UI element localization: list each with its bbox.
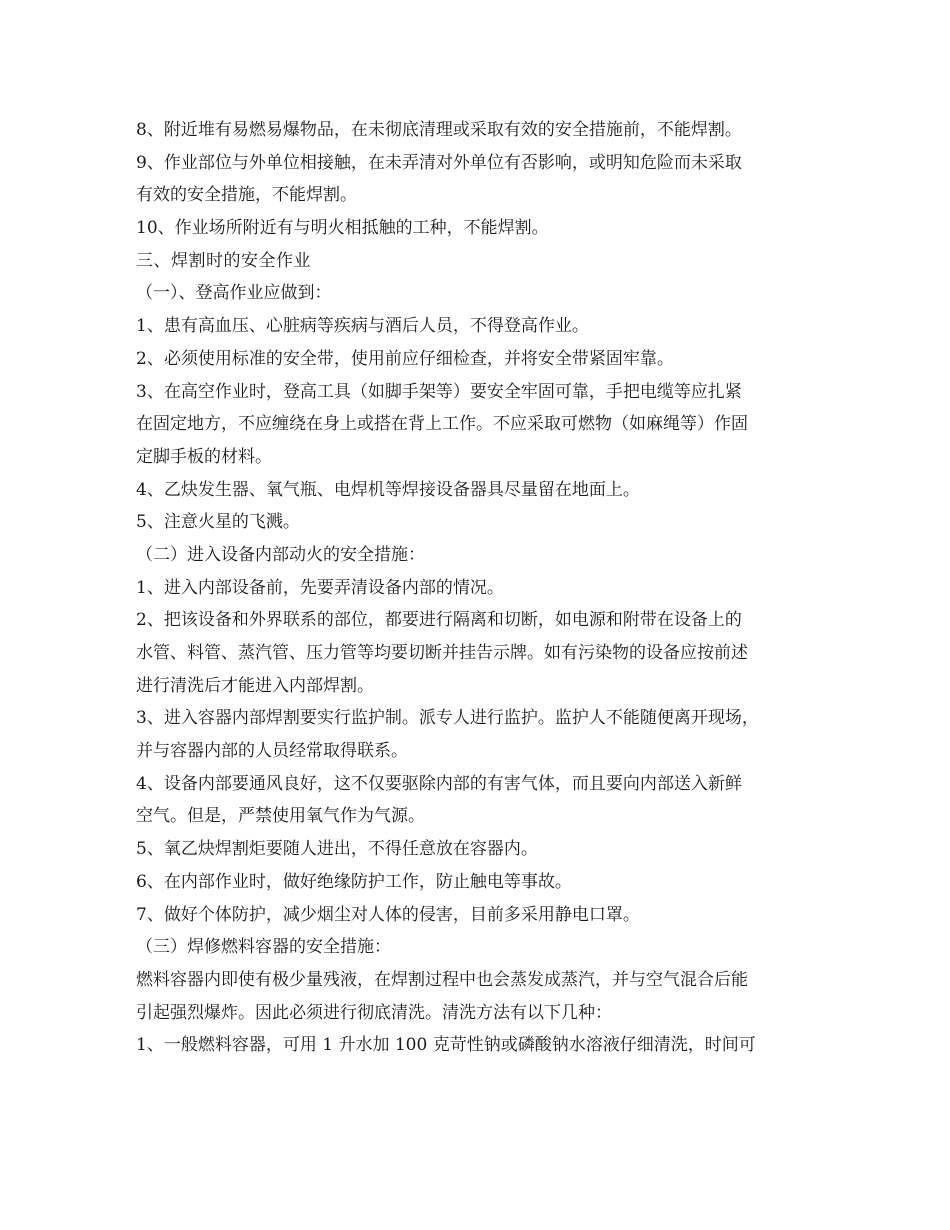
text-line: 4、乙炔发生器、氧气瓶、电焊机等焊接设备器具尽量留在地面上。	[136, 479, 640, 500]
text-line: 空气。但是，严禁使用氧气作为气源。	[136, 806, 425, 827]
text-line: 4、设备内部要通风良好，这不仅要驱除内部的有害气体，而且要向内部送入新鲜	[136, 773, 742, 794]
text-line: 水管、料管、蒸汽管、压力管等均要切断并挂告示牌。如有污染物的设备应按前述	[136, 643, 748, 663]
text-line: 并与容器内部的人员经常取得联系。	[136, 741, 408, 762]
text-line: 1、进入内部设备前，先要弄清设备内部的情况。	[136, 577, 504, 598]
text-line: 1、患有高血压、心脏病等疾病与酒后人员，不得登高作业。	[136, 316, 589, 337]
text-line: 有效的安全措施，不能焊割。	[136, 185, 357, 206]
text-line: 5、注意火星的飞溅。	[136, 512, 300, 533]
text-line: 8、附近堆有易燃易爆物品，在未彻底清理或采取有效的安全措施前，不能焊割。	[136, 120, 742, 140]
text-line: 3、在高空作业时，登高工具（如脚手架等）要安全牢固可靠，手把电缆等应扎紧	[136, 381, 742, 402]
text-line: 5、氧乙炔焊割炬要随人进出，不得任意放在容器内。	[136, 839, 538, 860]
text-line: 9、作业部位与外单位相接触，在未弄清对外单位有否影响，或明知危险而未采取	[136, 152, 742, 173]
text-line: 6、在内部作业时，做好绝缘防护工作，防止触电等事故。	[136, 871, 572, 892]
text-line: 在固定地方，不应缠绕在身上或搭在背上工作。不应采取可燃物（如麻绳等）作固	[136, 414, 748, 435]
text-line: 3、进入容器内部焊割要实行监护制。派专人进行监护。监护人不能随便离开现场，	[136, 708, 759, 729]
section-heading: 三、焊割时的安全作业	[136, 250, 311, 271]
text-line: 10、作业场所附近有与明火相抵触的工种，不能焊割。	[136, 218, 549, 239]
text-line: 进行清洗后才能进入内部焊割。	[136, 675, 374, 696]
text-line: 2、必须使用标准的安全带，使用前应仔细检查，并将安全带紧固牢靠。	[136, 348, 674, 369]
document-body	[136, 114, 826, 1062]
subsection-heading: （一）、登高作业应做到：	[136, 283, 332, 304]
text-line: 1、一般燃料容器，可用 1 升水加 100 克苛性钠或磷酸钠水溶液仔细清洗，时间可	[136, 1035, 756, 1056]
text-line: 2、把该设备和外界联系的部位，都要进行隔离和切断，如电源和附带在设备上的	[136, 610, 742, 631]
text-line: 定脚手板的材料。	[136, 446, 272, 467]
subsection-heading: （二）进入设备内部动火的安全措施：	[136, 544, 425, 565]
subsection-heading: （三）焊修燃料容器的安全措施：	[136, 937, 391, 958]
text-line: 7、做好个体防护，减少烟尘对人体的侵害，目前多采用静电口罩。	[136, 904, 640, 925]
text-line: 燃料容器内即使有极少量残液，在焊割过程中也会蒸发成蒸汽，并与空气混合后能	[136, 969, 748, 990]
text-line: 引起强烈爆炸。因此必须进行彻底清洗。清洗方法有以下几种：	[136, 1002, 612, 1023]
